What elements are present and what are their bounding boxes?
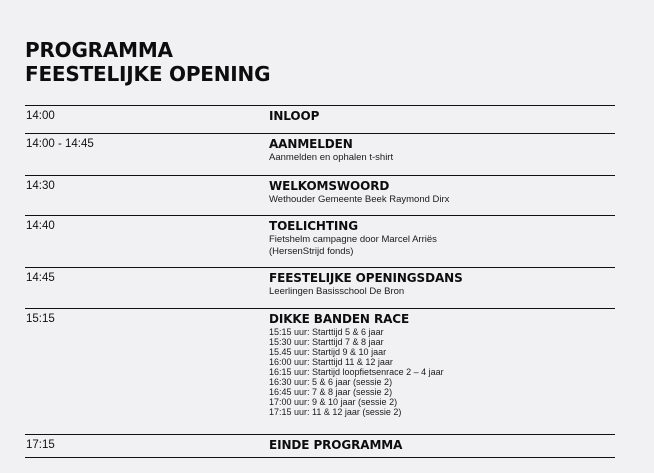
schedule-heading: EINDE PROGRAMMA (269, 438, 403, 452)
schedule-time: 14:00 - 14:45 (26, 138, 94, 150)
title-line-1: PROGRAMMA (25, 38, 173, 62)
schedule-time: 14:45 (26, 272, 55, 284)
schedule-description: Fietshelm campagne door Marcel Arriës (269, 234, 437, 245)
schedule-description: Aanmelden en ophalen t-shirt (269, 152, 394, 163)
schedule-row-inloop (25, 105, 615, 133)
race-start-time: 15:30 uur: Starttijd 7 & 8 jaar (269, 337, 384, 347)
race-start-time: 15.45 uur: Startijd 9 & 10 jaar (269, 347, 387, 357)
race-start-time: 16:30 uur: 5 & 6 jaar (sessie 2) (269, 377, 393, 387)
schedule-description: Wethouder Gemeente Beek Raymond Dirx (269, 194, 450, 205)
schedule-row-toelichting (25, 215, 615, 267)
schedule-row-einde (25, 434, 615, 458)
race-start-time: 16:00 uur: Starttijd 11 & 12 jaar (269, 357, 393, 367)
page-title (25, 38, 270, 86)
schedule-heading: INLOOP (269, 109, 320, 123)
schedule-heading: TOELICHTING (269, 219, 358, 233)
schedule-time: 15:15 (26, 313, 55, 325)
schedule-time: 14:00 (26, 110, 55, 122)
schedule-description: (HersenStrijd fonds) (269, 246, 354, 257)
schedule-row-aanmelden (25, 133, 615, 175)
race-start-time: 16:45 uur: 7 & 8 jaar (sessie 2) (269, 387, 393, 397)
schedule-row-welkomswoord (25, 175, 615, 215)
program-schedule (25, 105, 615, 458)
schedule-row-openingsdans (25, 267, 615, 308)
race-start-time: 16:15 uur: Startijd loopfietsenrace 2 – 4 jaar (269, 367, 444, 377)
schedule-heading: WELKOMSWOORD (269, 179, 390, 193)
schedule-time: 14:40 (26, 220, 55, 232)
schedule-time: 17:15 (26, 439, 55, 451)
race-start-time: 15:15 uur: Starttijd 5 & 6 jaar (269, 327, 384, 337)
schedule-time: 14:30 (26, 180, 55, 192)
title-line-2: FEESTELIJKE OPENING (25, 62, 271, 86)
race-start-time: 17:00 uur: 9 & 10 jaar (sessie 2) (269, 397, 398, 407)
schedule-row-dikke-banden-race (25, 308, 615, 434)
schedule-heading: DIKKE BANDEN RACE (269, 312, 410, 326)
schedule-description: Leerlingen Basisschool De Bron (269, 286, 405, 297)
schedule-heading: AANMELDEN (269, 137, 353, 151)
schedule-heading: FEESTELIJKE OPENINGSDANS (269, 271, 463, 285)
race-start-time: 17:15 uur: 11 & 12 jaar (sessie 2) (269, 407, 402, 417)
